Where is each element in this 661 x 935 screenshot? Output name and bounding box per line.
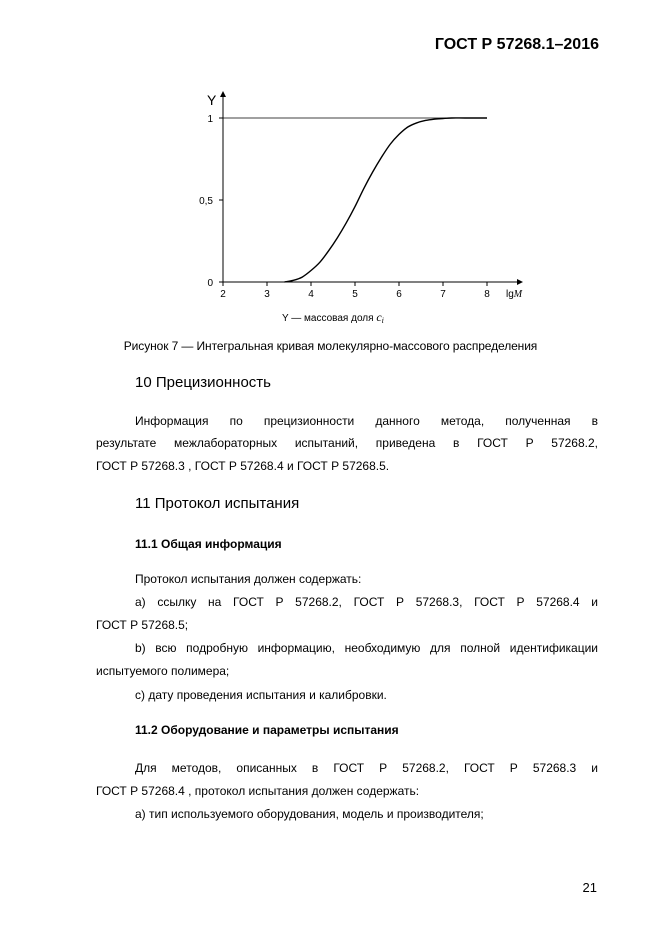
section-11-2-item-a: а) тип используемого оборудования, модель и производителя; <box>135 807 484 821</box>
y-tick-group <box>199 114 223 289</box>
y-tick-label: 0 <box>207 278 213 289</box>
x-tick-label: 8 <box>484 289 490 300</box>
item-c: с) дату проведения испытания и калибровки. <box>135 688 387 702</box>
integral-curve <box>285 118 487 282</box>
x-tick-label: 2 <box>220 289 226 300</box>
x-unit-prefix: lg <box>506 289 514 300</box>
item-b-line-1: b) всю подробную информацию, необходимую для полной идентификации <box>135 641 598 655</box>
item-a-line-2: ГОСТ Р 57268.5; <box>96 618 189 632</box>
section-10-line-3: ГОСТ Р 57268.3 , ГОСТ Р 57268.4 и ГОСТ Р 57268.5. <box>96 459 390 473</box>
legend-prefix: Y — массовая доля <box>282 313 377 324</box>
figure-caption: Рисунок 7 — Интегральная кривая молекулярно-массового распределения <box>123 339 538 353</box>
section-10-title: 10 Прецизионность <box>135 374 271 391</box>
x-tick-group <box>220 282 490 300</box>
section-11-2-line-1: Для методов, описанных в ГОСТ Р 57268.2, ГОСТ Р 57268.3 и <box>135 761 598 775</box>
y-tick-label: 1 <box>207 114 213 125</box>
x-tick-label: 3 <box>264 289 270 300</box>
page-number: 21 <box>582 880 597 895</box>
section-11-2-title: 11.2 Оборудование и параметры испытания <box>135 723 399 737</box>
x-tick-label: 4 <box>308 289 314 300</box>
section-11-title: 11 Протокол испытания <box>135 495 300 512</box>
mwd-integral-chart <box>190 86 540 326</box>
legend-subscript: i <box>381 316 384 325</box>
document-header: ГОСТ Р 57268.1–2016 <box>434 36 599 53</box>
item-b-line-2: испытуемого полимера; <box>96 664 230 678</box>
axis-legend <box>282 310 384 325</box>
section-11-2-line-2: ГОСТ Р 57268.4 , протокол испытания должен содержать: <box>96 784 420 798</box>
x-unit-variable: M <box>513 289 523 300</box>
legend-variable: c <box>376 310 382 324</box>
section-10-line-1: Информация по прецизионности данного метода, полученная в <box>135 414 598 428</box>
x-tick-label: 5 <box>352 289 358 300</box>
x-tick-label: 6 <box>396 289 402 300</box>
x-tick-label: 7 <box>440 289 446 300</box>
y-tick-label: 0,5 <box>199 196 213 207</box>
section-11-1-intro: Протокол испытания должен содержать: <box>135 572 362 586</box>
x-axis-unit <box>506 289 523 300</box>
y-axis-title: Y <box>207 92 217 108</box>
section-10-line-2: результате межлабораторных испытаний, приведена в ГОСТ Р 57268.2, <box>96 436 598 450</box>
item-a-line-1: а) ссылку на ГОСТ Р 57268.2, ГОСТ Р 57268.3, ГОСТ Р 57268.4 и <box>135 595 598 609</box>
section-11-1-title: 11.1 Общая информация <box>135 537 282 551</box>
